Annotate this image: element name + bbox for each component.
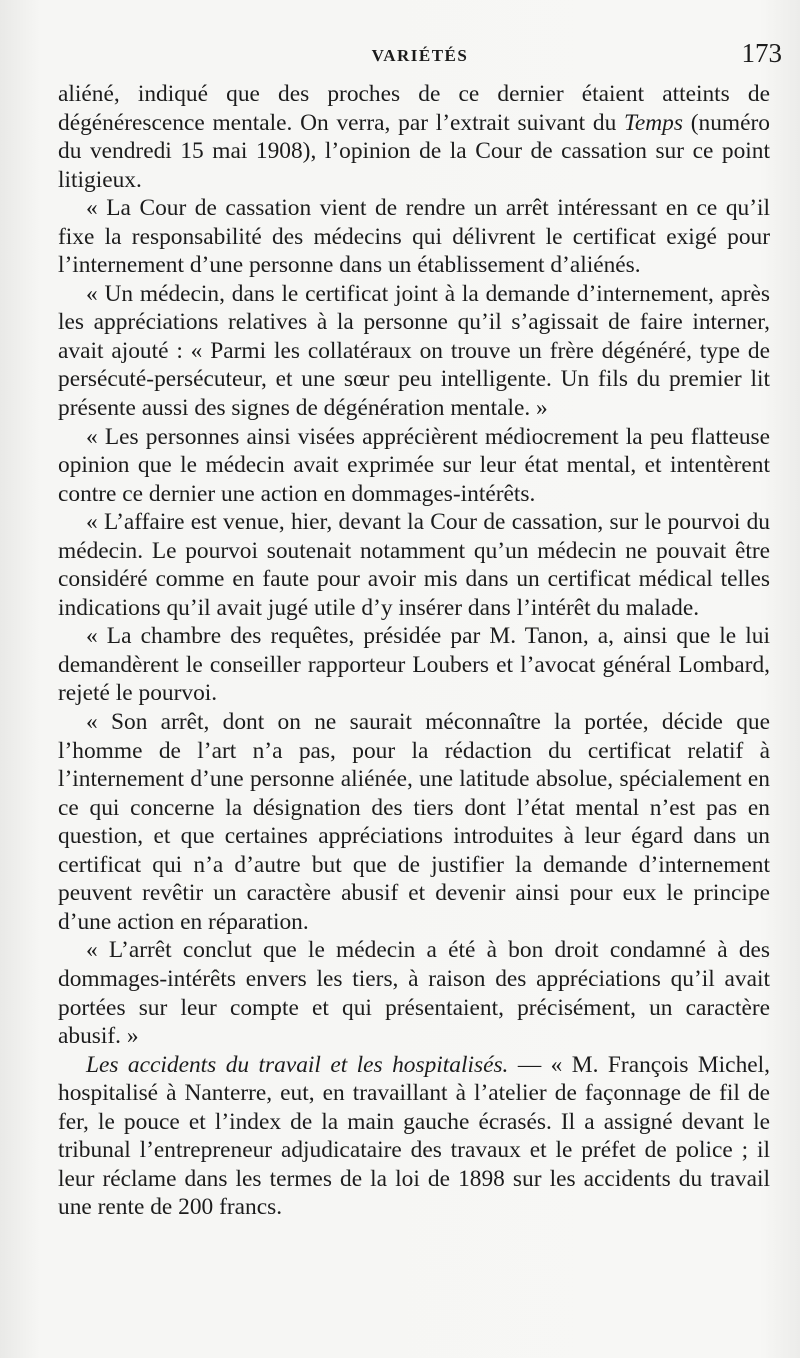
paragraph-5: « L’affaire est venue, hier, devant la Cour de cassation, sur le pourvoi du médecin. Le pourvoi soutenait notamment qu’un médecin ne pouvait être considéré comme en faute pour avoir mis dans un certificat médical telles indications qu’il avait jugé utile d’y insérer dans l’intérêt du malade. (58, 509, 770, 621)
paragraph-7: « Son arrêt, dont on ne saurait méconnaître la portée, décide que l’homme de l’art n’a pas, pour la rédaction du certificat relatif à l’internement d’une personne aliénée, une latitude absolue, spécialement en ce qui concerne la désignation des tiers dont l’état mental n’est pas en question, et que certaines appréciations introduites à leur égard dans un certificat qui n’a d’autre but que de justifier la demande d’internement peuvent revêtir un caractère abusif et devenir ainsi pour eux le principe d’une action en réparation. (58, 709, 770, 935)
running-head: VARIÉTÉS (371, 46, 469, 65)
paragraph-3: « Un médecin, dans le certificat joint à la demande d’internement, après les appréciations relatives à la personne qu’il s’agissait de faire interner, avait ajouté : « Parmi les collatéraux on trouve un frère dégénéré, type de persécuté-persécuteur, et une sœur peu intelligente. Un fils du premier lit présente aussi des signes de dégénération mentale. » (58, 280, 770, 422)
paragraph-2: « La Cour de cassation vient de rendre un arrêt intéressant en ce qu’il fixe la responsabilité des médecins qui délivrent le certificat exigé pour l’internement d’une personne dans un établissement d’aliénés. (58, 195, 770, 279)
section-title: Les accidents du travail et les hospitalisés. (86, 1051, 509, 1078)
page-header (58, 38, 782, 70)
paragraph-4: « Les personnes ainsi visées apprécièrent médiocrement la peu flatteuse opinion que le médecin avait exprimée sur leur état mental, et intentèrent contre ce dernier une action en dommages-intérêts. (58, 423, 770, 507)
paragraph-8: « L’arrêt conclut que le médecin a été à bon droit condamné à des dommages-intérêts envers les tiers, à raison des appréciations qu’il avait portées sur leur compte et qui présentaient, précisément, un caractère abusif. » (58, 937, 770, 1050)
paragraph-1-continued: (numéro du vendredi 15 mai 1908), l’opinion de la Cour de cassation sur ce point litigieux. (58, 109, 770, 193)
newspaper-title: Temps (624, 109, 683, 136)
body-text (58, 80, 770, 1222)
page-number: 173 (741, 38, 782, 68)
paragraph-1 (58, 80, 770, 194)
paragraph-9-text: — « M. François Michel, hospitalisé à Nanterre, eut, en travaillant à l’atelier de façonnage de fil de fer, le pouce et l’index de la main gauche écrasés. Il a assigné devant le tribunal l’entrepreneur adjudicataire des travaux et le préfet de police ; il leur réclame dans les termes de la loi de 1898 sur les accidents du travail une rente de 200 francs. (58, 1051, 770, 1221)
paragraph-1-text: aliéné, indiqué que des proches de ce dernier étaient atteints de dégénérescence mentale. On verra, par l’extrait suivant du (58, 81, 770, 136)
paragraph-6: « La chambre des requêtes, présidée par M. Tanon, a, ainsi que le lui demandèrent le conseiller rapporteur Loubers et l’avocat général Lombard, rejeté le pourvoi. (58, 623, 770, 707)
paragraph-9 (58, 1051, 770, 1222)
